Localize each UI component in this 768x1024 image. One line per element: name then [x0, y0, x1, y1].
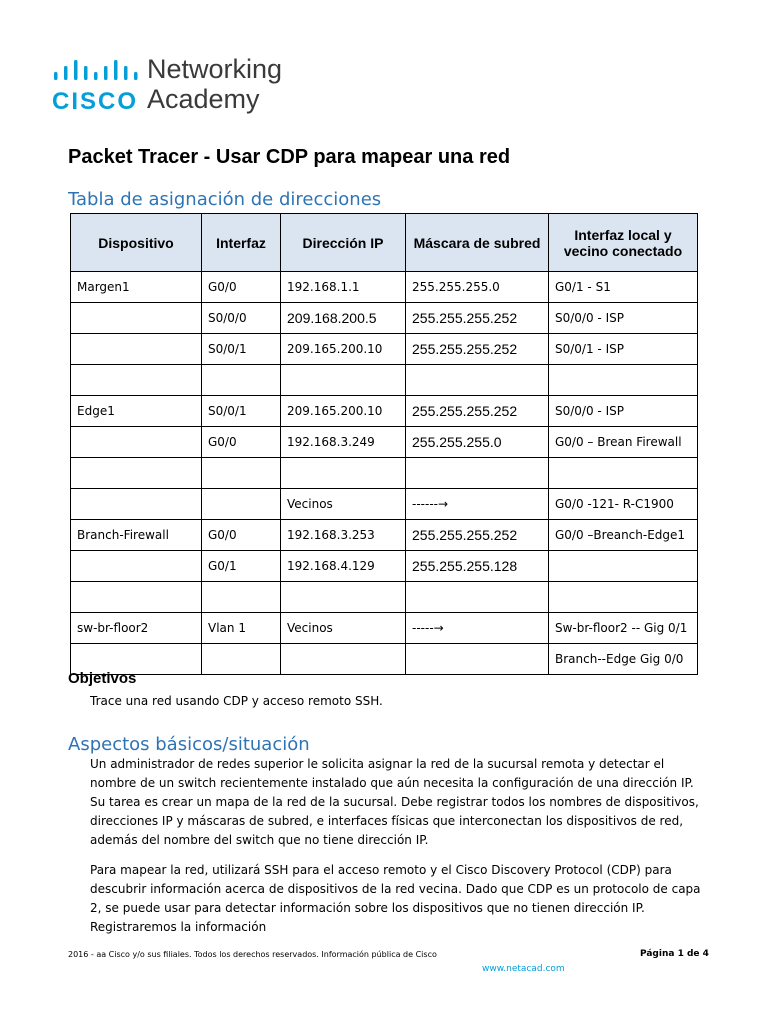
cell-mask: -----→	[406, 613, 549, 644]
cell-device	[71, 334, 202, 365]
cell-device: Branch-Firewall	[71, 520, 202, 551]
cell-mask: 255.255.255.252	[406, 520, 549, 551]
cell-mask	[406, 644, 549, 675]
cisco-wordmark: CISCO	[52, 88, 139, 115]
table-row	[71, 427, 698, 458]
cell-interface: Vlan 1	[202, 613, 281, 644]
header-mask: Máscara de subred	[406, 214, 549, 272]
cell-interface: G0/0	[202, 520, 281, 551]
cell-interface	[202, 644, 281, 675]
cell-interface	[202, 582, 281, 613]
cell-neighbor: G0/0 – Brean Firewall	[549, 427, 698, 458]
cisco-networking-academy-logo	[52, 56, 312, 120]
cell-device	[71, 303, 202, 334]
page-title: Packet Tracer - Usar CDP para mapear una red	[68, 146, 511, 168]
footer-url-link[interactable]: www.netacad.com	[482, 964, 565, 974]
cell-ip: 192.168.3.253	[281, 520, 406, 551]
table-row	[71, 458, 698, 489]
cell-mask: 255.255.255.252	[406, 334, 549, 365]
cell-mask	[406, 458, 549, 489]
cell-device	[71, 489, 202, 520]
cell-device: Edge1	[71, 396, 202, 427]
cell-device	[71, 582, 202, 613]
header-interface: Interfaz	[202, 214, 281, 272]
header-ip: Dirección IP	[281, 214, 406, 272]
cisco-bars-icon	[52, 56, 142, 86]
background-paragraph-1: Un administrador de redes superior le solicita asignar la red de la sucursal remota y detectar el nombre de un switch recientemente instalado que aún necesita la configuración de una dirección IP. Su tarea es crear un mapa de la red de la sucursal. Debe registrar todos los nombres de dispositivos, direcciones IP y máscaras de subred, e interfaces físicas que interconectan los dispositivos de red, además del nombre del switch que no tiene dirección IP.	[90, 757, 699, 847]
cell-ip: Vecinos	[281, 489, 406, 520]
addressing-table-heading: Tabla de asignación de direcciones	[68, 189, 382, 210]
cell-interface	[202, 365, 281, 396]
cell-neighbor	[549, 365, 698, 396]
objectives-text: Trace una red usando CDP y acceso remoto SSH.	[90, 694, 383, 708]
cell-neighbor	[549, 582, 698, 613]
cell-ip: 209.165.200.10	[281, 396, 406, 427]
cell-mask: ------→	[406, 489, 549, 520]
cell-ip: 209.165.200.10	[281, 334, 406, 365]
table-row	[71, 272, 698, 303]
table-row	[71, 489, 698, 520]
header-neighbor: Interfaz local y vecino conectado	[549, 214, 698, 272]
cell-ip	[281, 582, 406, 613]
logo-networking-text: Networking	[147, 54, 283, 84]
table-row	[71, 334, 698, 365]
cell-interface: G0/1	[202, 551, 281, 582]
cell-device	[71, 458, 202, 489]
cell-device	[71, 427, 202, 458]
table-row	[71, 365, 698, 396]
cell-ip: 209.168.200.5	[281, 303, 406, 334]
cell-mask: 255.255.255.0	[406, 427, 549, 458]
cell-device: Margen1	[71, 272, 202, 303]
cell-neighbor: S0/0/1 - ISP	[549, 334, 698, 365]
cell-mask: 255.255.255.252	[406, 303, 549, 334]
cell-interface	[202, 458, 281, 489]
footer-copyright: 2016 - aa Cisco y/o sus filiales. Todos los derechos reservados. Información pública de Cisco	[68, 950, 437, 959]
cell-ip: 192.168.4.129	[281, 551, 406, 582]
cell-device	[71, 551, 202, 582]
table-row	[71, 396, 698, 427]
table-row	[71, 520, 698, 551]
cell-ip: 192.168.1.1	[281, 272, 406, 303]
logo-academy-text: Academy	[147, 84, 260, 114]
cell-neighbor: G0/1 - S1	[549, 272, 698, 303]
cell-device: sw-br-floor2	[71, 613, 202, 644]
cell-neighbor	[549, 458, 698, 489]
cell-neighbor: S0/0/0 - ISP	[549, 303, 698, 334]
cell-neighbor: Sw-br-floor2 -- Gig 0/1	[549, 613, 698, 644]
footer-page-number: Página 1 de 4	[640, 949, 709, 959]
cell-interface: S0/0/1	[202, 396, 281, 427]
cell-ip	[281, 458, 406, 489]
table-header-row	[71, 214, 698, 272]
table-row	[71, 644, 698, 675]
addressing-table	[70, 213, 698, 675]
cell-neighbor: G0/0 –Breanch-Edge1	[549, 520, 698, 551]
cell-mask	[406, 365, 549, 396]
table-row	[71, 303, 698, 334]
cell-ip	[281, 644, 406, 675]
cell-mask: 255.255.255.128	[406, 551, 549, 582]
table-row	[71, 582, 698, 613]
cell-interface: G0/0	[202, 427, 281, 458]
cell-mask: 255.255.255.0	[406, 272, 549, 303]
objectives-heading: Objetivos	[68, 670, 137, 687]
cell-neighbor: G0/0 -121- R-C1900	[549, 489, 698, 520]
cell-neighbor: Branch--Edge Gig 0/0	[549, 644, 698, 675]
table-row	[71, 613, 698, 644]
cell-ip: 192.168.3.249	[281, 427, 406, 458]
cell-mask: 255.255.255.252	[406, 396, 549, 427]
header-device: Dispositivo	[71, 214, 202, 272]
cell-ip: Vecinos	[281, 613, 406, 644]
cell-mask	[406, 582, 549, 613]
cell-neighbor	[549, 551, 698, 582]
background-heading: Aspectos básicos/situación	[68, 734, 310, 755]
cell-interface: S0/0/0	[202, 303, 281, 334]
cell-device	[71, 365, 202, 396]
cell-interface: G0/0	[202, 272, 281, 303]
table-row	[71, 551, 698, 582]
cell-interface: S0/0/1	[202, 334, 281, 365]
cell-ip	[281, 365, 406, 396]
cell-neighbor: S0/0/0 - ISP	[549, 396, 698, 427]
cell-interface	[202, 489, 281, 520]
background-paragraph-2: Para mapear la red, utilizará SSH para el acceso remoto y el Cisco Discovery Protocol (CDP) para descubrir información acerca de dispositivos de la red vecina. Dado que CDP es un protocolo de capa 2, se puede usar para detectar información sobre los dispositivos que no tienen dirección IP. Registraremos la información	[90, 863, 701, 934]
